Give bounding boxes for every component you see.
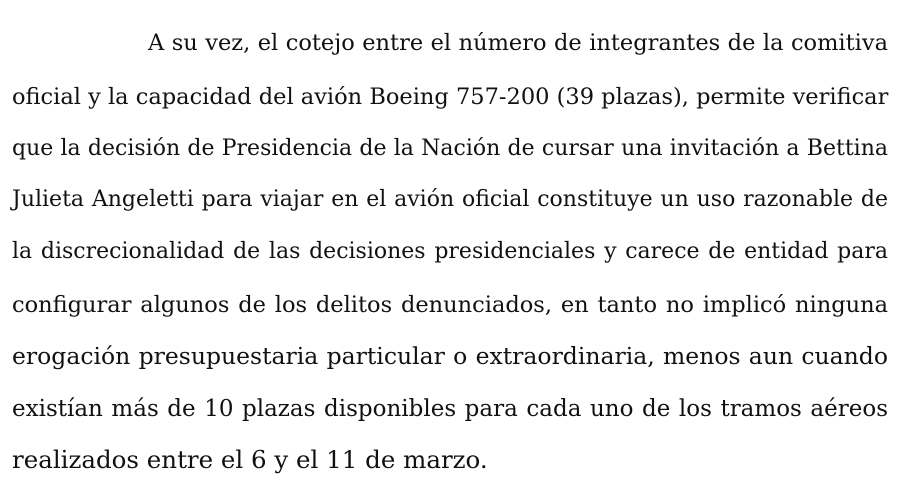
paragraph-line: la discrecionalidad de las decisiones presidenciales y carece de entidad para — [12, 239, 888, 264]
paragraph-line: Julieta Angeletti para viajar en el avión oficial constituye un uso razonable de — [12, 187, 888, 212]
paragraph-line: que la decisión de Presidencia de la Nación de cursar una invitación a Bettina — [12, 136, 888, 161]
paragraph-line: erogación presupuestaria particular o extraordinaria, menos aun cuando — [12, 342, 888, 370]
paragraph-line: A su vez, el cotejo entre el número de integrantes de la comitiva — [148, 30, 888, 56]
paragraph-line: realizados entre el 6 y el 11 de marzo. — [12, 445, 488, 474]
paragraph-line: configurar algunos de los delitos denunciados, en tanto no implicó ninguna — [12, 292, 888, 318]
paragraph-line: existían más de 10 plazas disponibles para cada uno de los tramos aéreos — [12, 396, 888, 422]
paragraph-line: oficial y la capacidad del avión Boeing 757-200 (39 plazas), permite verificar — [12, 84, 889, 110]
